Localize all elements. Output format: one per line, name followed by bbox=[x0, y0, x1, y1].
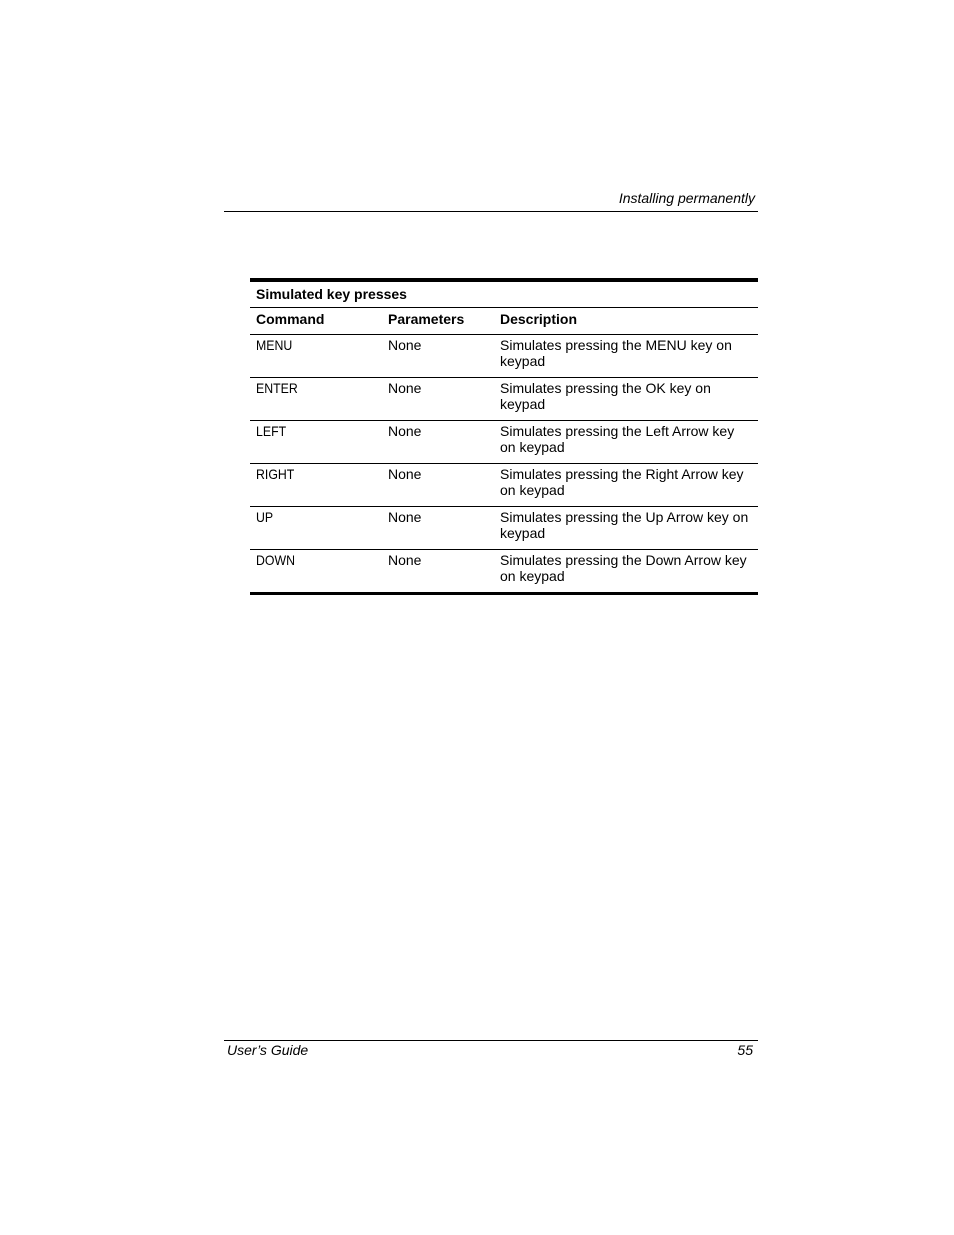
command-cell: RIGHT bbox=[256, 466, 295, 482]
header-rule bbox=[224, 211, 758, 212]
parameters-cell: None bbox=[388, 552, 422, 568]
key-press-table bbox=[250, 278, 758, 595]
table-row bbox=[250, 421, 758, 464]
column-header-parameters: Parameters bbox=[388, 311, 465, 327]
footer-rule bbox=[224, 1040, 758, 1041]
command-cell: DOWN bbox=[256, 552, 296, 568]
page-number: 55 bbox=[737, 1042, 753, 1058]
command-cell: ENTER bbox=[256, 380, 298, 396]
description-cell: Simulates pressing the Up Arrow key on keypad bbox=[500, 509, 749, 541]
column-header-description: Description bbox=[500, 311, 578, 327]
description-cell: Simulates pressing the Right Arrow key on keypad bbox=[500, 466, 744, 498]
command-cell: MENU bbox=[256, 337, 293, 353]
parameters-cell: None bbox=[388, 509, 422, 525]
parameters-cell: None bbox=[388, 466, 422, 482]
table-row bbox=[250, 378, 758, 421]
table-caption: Simulated key presses bbox=[250, 282, 758, 308]
table-header-row bbox=[250, 308, 758, 335]
description-cell: Simulates pressing the MENU key on keypad bbox=[500, 337, 732, 369]
parameters-cell: None bbox=[388, 380, 422, 396]
table-row bbox=[250, 507, 758, 550]
table-row bbox=[250, 550, 758, 592]
description-cell: Simulates pressing the Left Arrow key on keypad bbox=[500, 423, 735, 455]
description-cell: Simulates pressing the Down Arrow key on keypad bbox=[500, 552, 747, 584]
parameters-cell: None bbox=[388, 337, 422, 353]
command-cell: LEFT bbox=[256, 423, 287, 439]
description-cell: Simulates pressing the OK key on keypad bbox=[500, 380, 711, 412]
parameters-cell: None bbox=[388, 423, 422, 439]
table-row bbox=[250, 335, 758, 378]
column-header-command: Command bbox=[256, 311, 325, 327]
running-head: Installing permanently bbox=[618, 190, 755, 206]
table-row bbox=[250, 464, 758, 507]
footer-title: User’s Guide bbox=[227, 1042, 309, 1058]
command-cell: UP bbox=[256, 509, 274, 525]
